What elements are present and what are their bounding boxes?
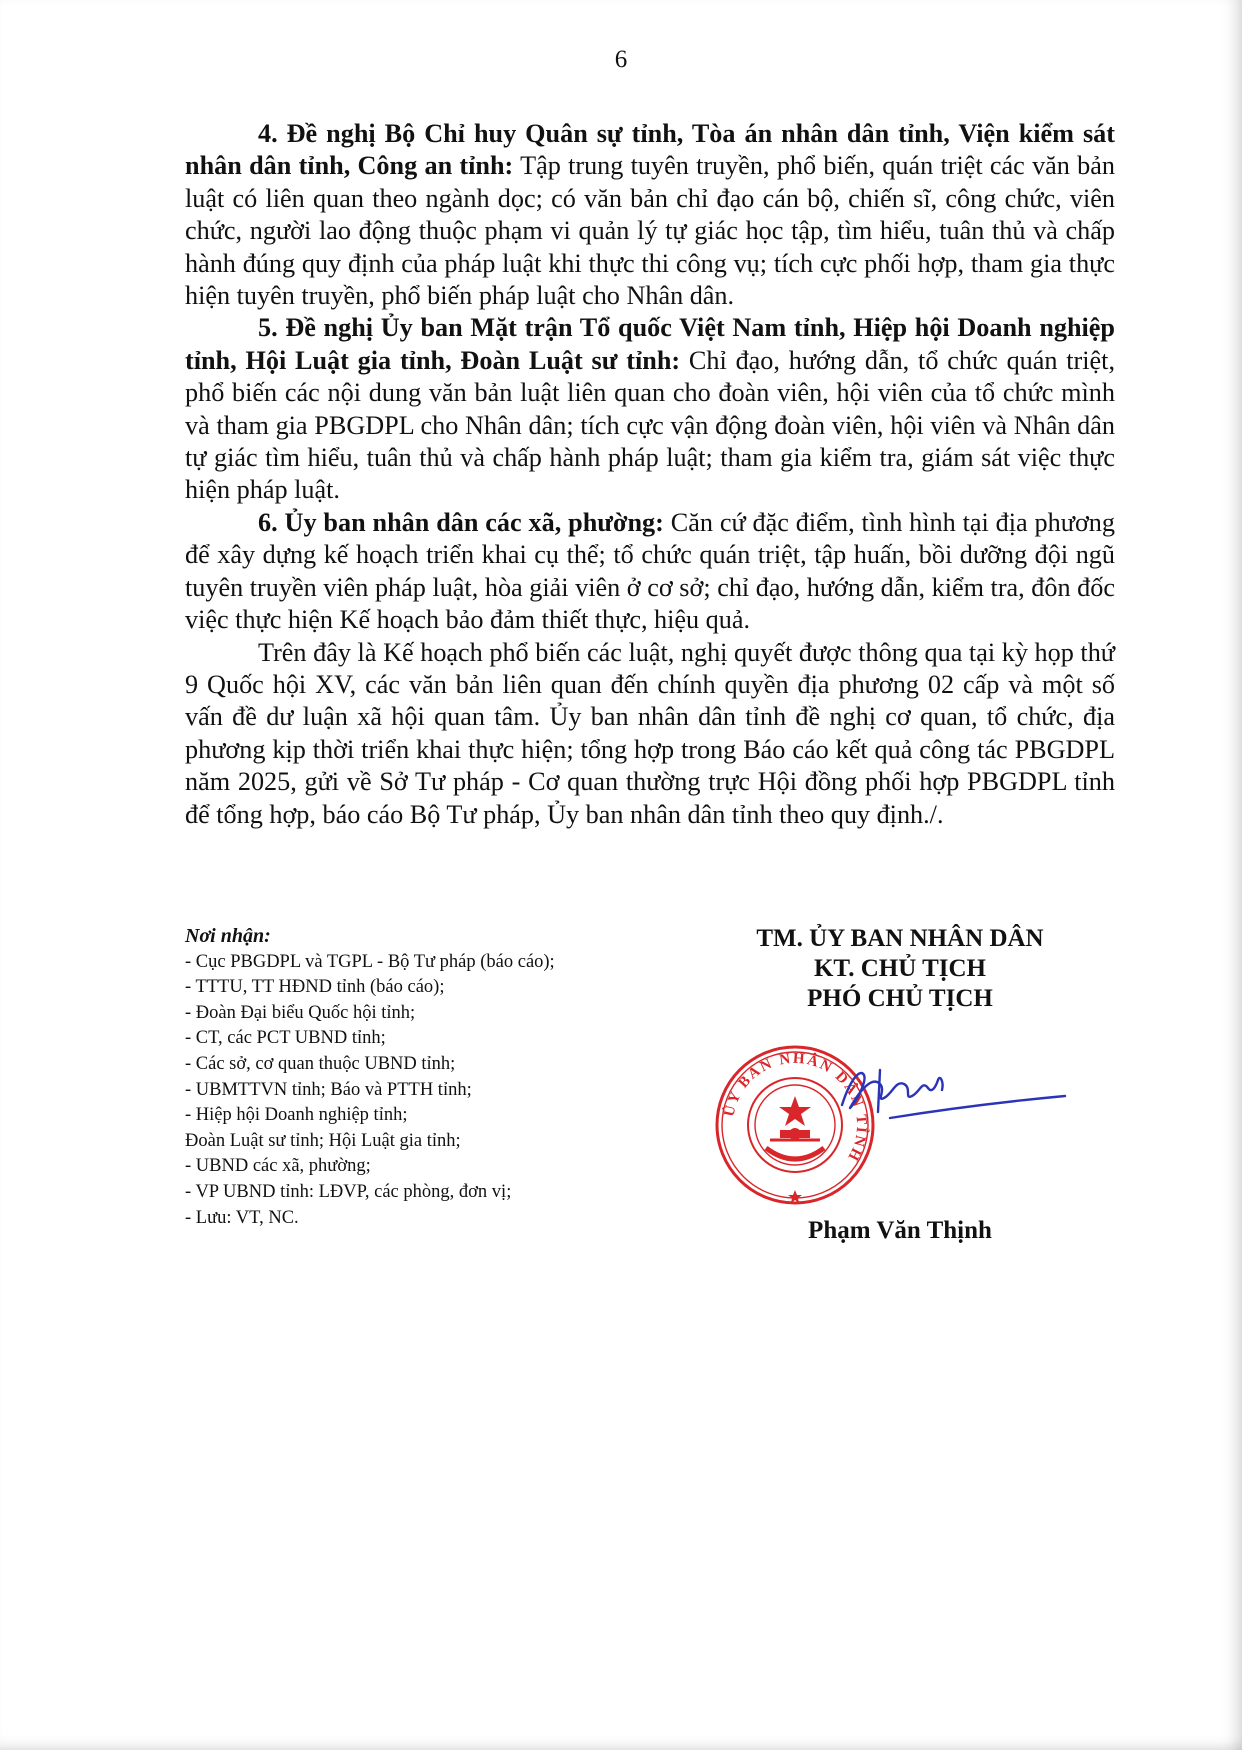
recipient-item: - Các sở, cơ quan thuộc UBND tỉnh; [185, 1053, 456, 1074]
paragraph-text: Căn cứ đặc điểm, tình hình tại địa phương để xây dựng kế hoạch triển khai cụ thể; tổ chức quán triệt, tập huấn, bồi dưỡng đội ngũ tuyên truyền viên pháp luật, hòa giải viên ở cơ sở; chỉ đạo, hướng dẫn, kiểm tra, đôn đốc việc thực hiện Kế hoạch bảo đảm thiết thực, hiệu quả. [185, 507, 1115, 635]
signature-title-block [700, 924, 1100, 1014]
signature-title-line: KT. CHỦ TỊCH [813, 955, 987, 982]
paragraph-text: Trên đây là Kế hoạch phổ biến các luật, nghị quyết được thông qua tại kỳ họp thứ 9 Quốc hội XV, các văn bản liên quan đến chính quyền địa phương 02 cấp và một số vấn đề dư luận xã hội quan tâm. Ủy ban nhân dân tỉnh đề nghị cơ quan, tổ chức, địa phương kịp thời triển khai thực hiện; tổng hợp trong Báo cáo kết quả công tác PBGDPL năm 2025, gửi về Sở Tư pháp - Cơ quan thường trực Hội đồng phối hợp PBGDPL tỉnh để tổng hợp, báo cáo Bộ Tư pháp, Ủy ban nhân dân tỉnh theo quy định./. [185, 637, 1115, 829]
recipient-item: - Hiệp hội Doanh nghiệp tỉnh; [185, 1105, 408, 1126]
recipient-item: Đoàn Luật sư tỉnh; Hội Luật gia tỉnh; [185, 1130, 461, 1151]
signature-title-line: PHÓ CHỦ TỊCH [807, 985, 993, 1012]
body-text [185, 118, 1115, 831]
recipients-heading: Nơi nhận: [185, 925, 271, 947]
paragraph-lead: 5. Đề nghị Ủy ban Mặt trận Tổ quốc Việt Nam tỉnh, Hiệp hội Doanh nghiệp tỉnh, Hội Luật gia tỉnh, Đoàn Luật sư tỉnh: [185, 313, 1115, 375]
recipient-item: - Lưu: VT, NC. [185, 1207, 299, 1228]
handwritten-signature [820, 1050, 1070, 1130]
signer-name: Phạm Văn Thịnh [808, 1217, 992, 1244]
paragraph-text: Tập trung tuyên truyền, phổ biến, quán triệt các văn bản luật có liên quan theo ngành dọc; có văn bản chỉ đạo cán bộ, chiến sĩ, công chức, viên chức, người lao động thuộc phạm vi quản lý tự giác học tập, tìm hiểu, tuân thủ và chấp hành đúng quy định của pháp luật khi thực thi công vụ; tích cực phối hợp, tham gia thực hiện tuyên truyền, phổ biến pháp luật cho Nhân dân. [185, 151, 1115, 311]
paragraph-text: Chỉ đạo, hướng dẫn, tổ chức quán triệt, phổ biến các nội dung văn bản luật liên quan cho đoàn viên, hội viên của tổ chức mình và tham gia PBGDPL cho Nhân dân; tích cực vận động đoàn viên, hội viên và Nhân dân tự giác tìm hiểu, tuân thủ và chấp hành pháp luật; tham gia kiểm tra, giám sát việc thực hiện pháp luật. [185, 345, 1115, 505]
paragraph-item-4 [185, 118, 1115, 312]
recipient-item: - Đoàn Đại biểu Quốc hội tỉnh; [185, 1002, 416, 1023]
stamp-text: ỦY BAN NHÂN DÂN TỈNH [721, 1050, 870, 1165]
recipient-item: - Cục PBGDPL và TGPL - Bộ Tư pháp (báo cáo); [185, 951, 555, 972]
paragraph-lead: 4. Đề nghị Bộ Chỉ huy Quân sự tỉnh, Tòa án nhân dân tỉnh, Viện kiểm sát nhân dân tỉnh, Công an tỉnh: [185, 119, 1115, 181]
recipient-item: - VP UBND tỉnh: LĐVP, các phòng, đơn vị; [185, 1181, 512, 1202]
recipient-item: - TTTU, TT HĐND tỉnh (báo cáo); [185, 977, 445, 998]
recipient-item: - UBMTTVN tỉnh; Báo và PTTH tỉnh; [185, 1079, 472, 1100]
paragraph-lead: 6. Ủy ban nhân dân các xã, phường: [258, 507, 664, 537]
page-number: 6 [614, 46, 628, 73]
recipients-list [185, 924, 705, 1231]
paragraph-conclusion [185, 637, 1115, 831]
signature-title-line: TM. ỦY BAN NHÂN DÂN [756, 925, 1044, 952]
recipient-item: - CT, các PCT UBND tỉnh; [185, 1028, 386, 1049]
paragraph-item-5 [185, 312, 1115, 506]
recipient-item: - UBND các xã, phường; [185, 1156, 371, 1177]
paragraph-item-6 [185, 507, 1115, 637]
